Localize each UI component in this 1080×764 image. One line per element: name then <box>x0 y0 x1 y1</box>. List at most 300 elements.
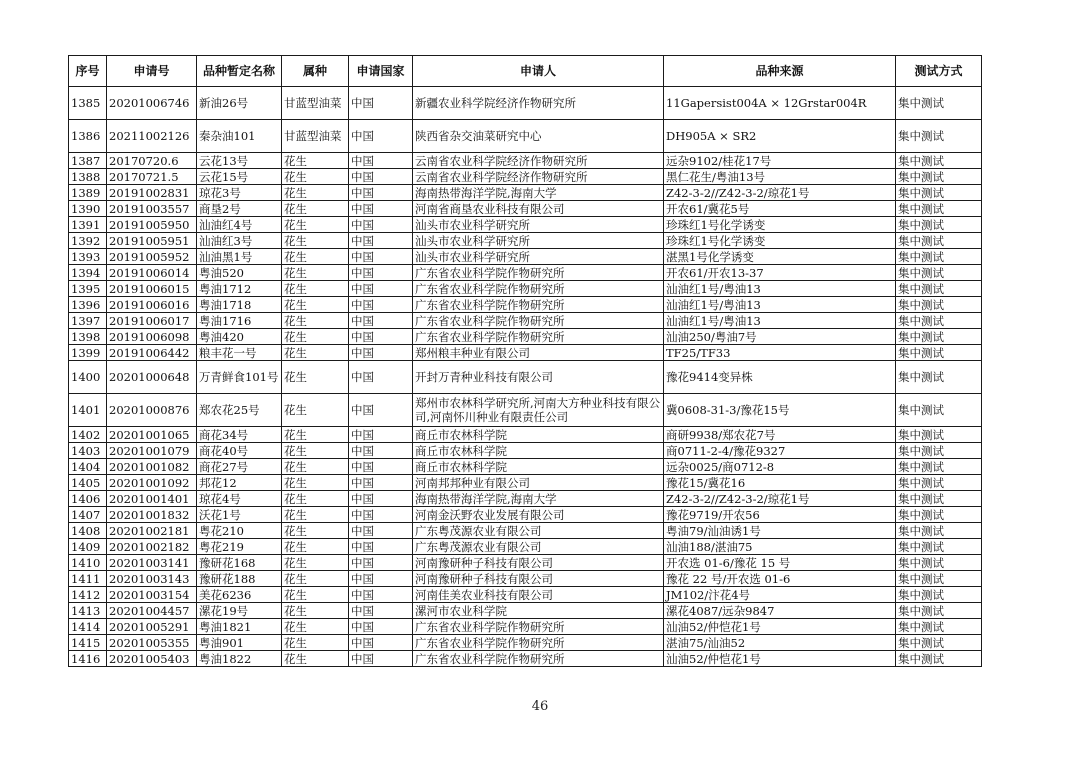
cell-application-no: 20191006442 <box>107 345 197 361</box>
cell-variety-source: 开农选 01-6/豫花 15 号 <box>664 555 896 571</box>
cell-variety-source: 豫花 22 号/开农选 01-6 <box>664 571 896 587</box>
cell-genus-species: 花生 <box>282 345 349 361</box>
cell-variety-source: 汕油52/仲恺花1号 <box>664 619 896 635</box>
cell-applicant: 开封万青种业科技有限公司 <box>413 361 664 394</box>
cell-seq-no: 1399 <box>69 345 107 361</box>
cell-genus-species: 甘蓝型油菜 <box>282 120 349 153</box>
cell-application-no: 20201001079 <box>107 443 197 459</box>
cell-country: 中国 <box>349 394 413 427</box>
table-row <box>69 233 982 249</box>
cell-variety-name: 粤油1822 <box>197 651 282 667</box>
cell-variety-source: 商0711-2-4/豫花9327 <box>664 443 896 459</box>
table-row <box>69 169 982 185</box>
cell-country: 中国 <box>349 281 413 297</box>
cell-country: 中国 <box>349 427 413 443</box>
cell-application-no: 20191002831 <box>107 185 197 201</box>
cell-genus-species: 花生 <box>282 201 349 217</box>
cell-variety-name: 粤油1718 <box>197 297 282 313</box>
cell-genus-species: 花生 <box>282 507 349 523</box>
cell-seq-no: 1391 <box>69 217 107 233</box>
cell-seq-no: 1389 <box>69 185 107 201</box>
cell-application-no: 20191003557 <box>107 201 197 217</box>
cell-country: 中国 <box>349 361 413 394</box>
cell-variety-source: 冀0608-31-3/豫花15号 <box>664 394 896 427</box>
cell-genus-species: 花生 <box>282 635 349 651</box>
cell-country: 中国 <box>349 459 413 475</box>
header-test-method: 测试方式 <box>896 56 982 87</box>
cell-test-method: 集中测试 <box>896 281 982 297</box>
cell-test-method: 集中测试 <box>896 169 982 185</box>
cell-applicant: 郑州市农林科学研究所,河南大方种业科技有限公司,河南怀川种业有限责任公司 <box>413 394 664 427</box>
cell-application-no: 20201006746 <box>107 87 197 120</box>
cell-seq-no: 1411 <box>69 571 107 587</box>
table-row <box>69 217 982 233</box>
cell-variety-source: 开农61/冀花5号 <box>664 201 896 217</box>
cell-variety-name: 商花40号 <box>197 443 282 459</box>
cell-test-method: 集中测试 <box>896 249 982 265</box>
table-row <box>69 265 982 281</box>
cell-application-no: 20191006014 <box>107 265 197 281</box>
cell-variety-name: 商花34号 <box>197 427 282 443</box>
cell-applicant: 海南热带海洋学院,海南大学 <box>413 491 664 507</box>
cell-test-method: 集中测试 <box>896 297 982 313</box>
cell-variety-source: 豫花15/冀花16 <box>664 475 896 491</box>
cell-genus-species: 花生 <box>282 297 349 313</box>
cell-seq-no: 1394 <box>69 265 107 281</box>
cell-seq-no: 1409 <box>69 539 107 555</box>
cell-seq-no: 1385 <box>69 87 107 120</box>
cell-applicant: 河南豫研种子科技有限公司 <box>413 571 664 587</box>
cell-variety-name: 粤油901 <box>197 635 282 651</box>
table-row <box>69 459 982 475</box>
cell-applicant: 陕西省杂交油菜研究中心 <box>413 120 664 153</box>
cell-genus-species: 花生 <box>282 281 349 297</box>
cell-application-no: 20201005291 <box>107 619 197 635</box>
table-row <box>69 201 982 217</box>
cell-application-no: 20191006015 <box>107 281 197 297</box>
cell-application-no: 20170720.6 <box>107 153 197 169</box>
cell-variety-source: 豫花9414变异株 <box>664 361 896 394</box>
cell-application-no: 20191006017 <box>107 313 197 329</box>
cell-variety-source: 湛油75/汕油52 <box>664 635 896 651</box>
cell-application-no: 20191005950 <box>107 217 197 233</box>
cell-country: 中国 <box>349 201 413 217</box>
table-row <box>69 587 982 603</box>
cell-applicant: 新疆农业科学院经济作物研究所 <box>413 87 664 120</box>
cell-application-no: 20201005355 <box>107 635 197 651</box>
table-row <box>69 249 982 265</box>
cell-variety-name: 汕油红3号 <box>197 233 282 249</box>
cell-variety-name: 汕油红4号 <box>197 217 282 233</box>
cell-country: 中国 <box>349 169 413 185</box>
cell-application-no: 20211002126 <box>107 120 197 153</box>
header-variety-name: 品种暂定名称 <box>197 56 282 87</box>
cell-test-method: 集中测试 <box>896 185 982 201</box>
cell-variety-source: 开农61/开农13-37 <box>664 265 896 281</box>
cell-seq-no: 1397 <box>69 313 107 329</box>
cell-genus-species: 甘蓝型油菜 <box>282 87 349 120</box>
table-row <box>69 603 982 619</box>
cell-test-method: 集中测试 <box>896 459 982 475</box>
cell-application-no: 20191006098 <box>107 329 197 345</box>
cell-application-no: 20201001401 <box>107 491 197 507</box>
cell-applicant: 汕头市农业科学研究所 <box>413 233 664 249</box>
cell-applicant: 河南邦邦种业有限公司 <box>413 475 664 491</box>
table-body <box>69 87 982 667</box>
cell-country: 中国 <box>349 217 413 233</box>
cell-country: 中国 <box>349 313 413 329</box>
cell-seq-no: 1416 <box>69 651 107 667</box>
cell-country: 中国 <box>349 87 413 120</box>
cell-variety-source: 汕油红1号/粤油13 <box>664 297 896 313</box>
cell-application-no: 20201002182 <box>107 539 197 555</box>
cell-variety-source: 珍珠红1号化学诱变 <box>664 217 896 233</box>
cell-genus-species: 花生 <box>282 555 349 571</box>
cell-variety-name: 粮丰花一号 <box>197 345 282 361</box>
cell-application-no: 20191005952 <box>107 249 197 265</box>
cell-application-no: 20191006016 <box>107 297 197 313</box>
cell-variety-source: 汕油188/湛油75 <box>664 539 896 555</box>
cell-variety-source: 汕油52/仲恺花1号 <box>664 651 896 667</box>
header-seq-no: 序号 <box>69 56 107 87</box>
cell-genus-species: 花生 <box>282 619 349 635</box>
cell-variety-name: 邦花12 <box>197 475 282 491</box>
cell-variety-source: Z42-3-2//Z42-3-2/琼花1号 <box>664 185 896 201</box>
cell-variety-name: 新油26号 <box>197 87 282 120</box>
cell-applicant: 海南热带海洋学院,海南大学 <box>413 185 664 201</box>
cell-genus-species: 花生 <box>282 169 349 185</box>
cell-seq-no: 1392 <box>69 233 107 249</box>
cell-variety-name: 粤油420 <box>197 329 282 345</box>
cell-variety-name: 漯花19号 <box>197 603 282 619</box>
cell-seq-no: 1396 <box>69 297 107 313</box>
cell-seq-no: 1410 <box>69 555 107 571</box>
cell-country: 中国 <box>349 619 413 635</box>
cell-applicant: 广东省农业科学院作物研究所 <box>413 313 664 329</box>
cell-applicant: 云南省农业科学院经济作物研究所 <box>413 153 664 169</box>
cell-genus-species: 花生 <box>282 459 349 475</box>
cell-genus-species: 花生 <box>282 587 349 603</box>
cell-genus-species: 花生 <box>282 329 349 345</box>
cell-test-method: 集中测试 <box>896 539 982 555</box>
cell-application-no: 20201001092 <box>107 475 197 491</box>
cell-test-method: 集中测试 <box>896 313 982 329</box>
cell-seq-no: 1403 <box>69 443 107 459</box>
cell-applicant: 广东省农业科学院作物研究所 <box>413 281 664 297</box>
cell-variety-source: 黑仁花生/粤油13号 <box>664 169 896 185</box>
cell-applicant: 商丘市农林科学院 <box>413 443 664 459</box>
cell-seq-no: 1407 <box>69 507 107 523</box>
table-row <box>69 313 982 329</box>
table-row <box>69 394 982 427</box>
cell-country: 中国 <box>349 603 413 619</box>
cell-variety-source: 漯花4087/远杂9847 <box>664 603 896 619</box>
cell-variety-source: 珍珠红1号化学诱变 <box>664 233 896 249</box>
cell-variety-source: 远杂0025/商0712-8 <box>664 459 896 475</box>
cell-country: 中国 <box>349 249 413 265</box>
cell-genus-species: 花生 <box>282 153 349 169</box>
cell-variety-source: TF25/TF33 <box>664 345 896 361</box>
cell-variety-name: 美花6236 <box>197 587 282 603</box>
cell-test-method: 集中测试 <box>896 603 982 619</box>
cell-test-method: 集中测试 <box>896 361 982 394</box>
cell-genus-species: 花生 <box>282 491 349 507</box>
cell-genus-species: 花生 <box>282 217 349 233</box>
page-number: 46 <box>531 699 549 714</box>
cell-variety-source: 汕油红1号/粤油13 <box>664 281 896 297</box>
cell-seq-no: 1386 <box>69 120 107 153</box>
cell-genus-species: 花生 <box>282 539 349 555</box>
cell-applicant: 广东粤茂源农业有限公司 <box>413 523 664 539</box>
cell-seq-no: 1393 <box>69 249 107 265</box>
cell-application-no: 20201003141 <box>107 555 197 571</box>
cell-test-method: 集中测试 <box>896 233 982 249</box>
cell-seq-no: 1408 <box>69 523 107 539</box>
cell-application-no: 20201000876 <box>107 394 197 427</box>
cell-application-no: 20201001832 <box>107 507 197 523</box>
cell-test-method: 集中测试 <box>896 571 982 587</box>
cell-test-method: 集中测试 <box>896 153 982 169</box>
table-row <box>69 571 982 587</box>
cell-genus-species: 花生 <box>282 571 349 587</box>
cell-country: 中国 <box>349 491 413 507</box>
cell-seq-no: 1405 <box>69 475 107 491</box>
cell-variety-name: 汕油黑1号 <box>197 249 282 265</box>
cell-applicant: 云南省农业科学院经济作物研究所 <box>413 169 664 185</box>
cell-test-method: 集中测试 <box>896 329 982 345</box>
cell-variety-name: 云花15号 <box>197 169 282 185</box>
cell-application-no: 20201005403 <box>107 651 197 667</box>
cell-seq-no: 1390 <box>69 201 107 217</box>
cell-variety-name: 豫研花168 <box>197 555 282 571</box>
header-application-no: 申请号 <box>107 56 197 87</box>
cell-variety-source: 汕油250/粤油7号 <box>664 329 896 345</box>
cell-variety-name: 粤油1716 <box>197 313 282 329</box>
cell-country: 中国 <box>349 475 413 491</box>
cell-applicant: 商丘市农林科学院 <box>413 459 664 475</box>
cell-seq-no: 1387 <box>69 153 107 169</box>
cell-genus-species: 花生 <box>282 443 349 459</box>
cell-test-method: 集中测试 <box>896 265 982 281</box>
cell-country: 中国 <box>349 185 413 201</box>
header-country: 申请国家 <box>349 56 413 87</box>
cell-variety-name: 琼花3号 <box>197 185 282 201</box>
cell-applicant: 郑州粮丰种业有限公司 <box>413 345 664 361</box>
cell-variety-name: 云花13号 <box>197 153 282 169</box>
cell-variety-name: 郑农花25号 <box>197 394 282 427</box>
cell-test-method: 集中测试 <box>896 619 982 635</box>
cell-application-no: 20170721.5 <box>107 169 197 185</box>
cell-variety-name: 粤油520 <box>197 265 282 281</box>
cell-country: 中国 <box>349 507 413 523</box>
table-row <box>69 539 982 555</box>
cell-country: 中国 <box>349 523 413 539</box>
header-genus-species: 属种 <box>282 56 349 87</box>
table-row <box>69 555 982 571</box>
cell-country: 中国 <box>349 329 413 345</box>
cell-country: 中国 <box>349 539 413 555</box>
cell-genus-species: 花生 <box>282 523 349 539</box>
cell-application-no: 20201004457 <box>107 603 197 619</box>
cell-test-method: 集中测试 <box>896 120 982 153</box>
cell-seq-no: 1406 <box>69 491 107 507</box>
cell-applicant: 汕头市农业科学研究所 <box>413 217 664 233</box>
cell-variety-name: 秦杂油101 <box>197 120 282 153</box>
cell-variety-name: 琼花4号 <box>197 491 282 507</box>
cell-country: 中国 <box>349 571 413 587</box>
cell-genus-species: 花生 <box>282 361 349 394</box>
table-row <box>69 87 982 120</box>
header-variety-source: 品种来源 <box>664 56 896 87</box>
table-row <box>69 651 982 667</box>
cell-applicant: 广东省农业科学院作物研究所 <box>413 619 664 635</box>
cell-application-no: 20201001065 <box>107 427 197 443</box>
cell-applicant: 河南金沃野农业发展有限公司 <box>413 507 664 523</box>
cell-test-method: 集中测试 <box>896 201 982 217</box>
table-row <box>69 329 982 345</box>
cell-test-method: 集中测试 <box>896 475 982 491</box>
cell-genus-species: 花生 <box>282 249 349 265</box>
cell-test-method: 集中测试 <box>896 443 982 459</box>
cell-applicant: 广东省农业科学院作物研究所 <box>413 651 664 667</box>
cell-country: 中国 <box>349 555 413 571</box>
cell-applicant: 广东省农业科学院作物研究所 <box>413 635 664 651</box>
cell-variety-source: DH905A × SR2 <box>664 120 896 153</box>
table-row <box>69 297 982 313</box>
cell-applicant: 广东省农业科学院作物研究所 <box>413 329 664 345</box>
cell-test-method: 集中测试 <box>896 345 982 361</box>
cell-application-no: 20201003154 <box>107 587 197 603</box>
table-row <box>69 427 982 443</box>
cell-test-method: 集中测试 <box>896 555 982 571</box>
cell-applicant: 汕头市农业科学研究所 <box>413 249 664 265</box>
cell-variety-name: 粤油1712 <box>197 281 282 297</box>
cell-seq-no: 1401 <box>69 394 107 427</box>
cell-genus-species: 花生 <box>282 603 349 619</box>
cell-application-no: 20201003143 <box>107 571 197 587</box>
cell-applicant: 漯河市农业科学院 <box>413 603 664 619</box>
cell-country: 中国 <box>349 233 413 249</box>
cell-test-method: 集中测试 <box>896 507 982 523</box>
cell-seq-no: 1404 <box>69 459 107 475</box>
cell-variety-source: JM102/汴花4号 <box>664 587 896 603</box>
cell-genus-species: 花生 <box>282 394 349 427</box>
cell-country: 中国 <box>349 587 413 603</box>
cell-applicant: 河南省商垦农业科技有限公司 <box>413 201 664 217</box>
cell-variety-name: 粤花210 <box>197 523 282 539</box>
cell-seq-no: 1412 <box>69 587 107 603</box>
cell-variety-name: 沃花1号 <box>197 507 282 523</box>
cell-country: 中国 <box>349 153 413 169</box>
cell-application-no: 20191005951 <box>107 233 197 249</box>
table-row <box>69 185 982 201</box>
cell-seq-no: 1402 <box>69 427 107 443</box>
cell-genus-species: 花生 <box>282 233 349 249</box>
cell-variety-source: 豫花9719/开农56 <box>664 507 896 523</box>
cell-variety-source: 汕油红1号/粤油13 <box>664 313 896 329</box>
cell-test-method: 集中测试 <box>896 523 982 539</box>
cell-applicant: 广东粤茂源农业有限公司 <box>413 539 664 555</box>
cell-seq-no: 1415 <box>69 635 107 651</box>
cell-genus-species: 花生 <box>282 265 349 281</box>
cell-seq-no: 1400 <box>69 361 107 394</box>
table-row <box>69 491 982 507</box>
cell-variety-source: 湛黑1号化学诱变 <box>664 249 896 265</box>
cell-applicant: 广东省农业科学院作物研究所 <box>413 265 664 281</box>
cell-seq-no: 1388 <box>69 169 107 185</box>
table-header-row <box>69 56 982 87</box>
cell-seq-no: 1398 <box>69 329 107 345</box>
table-row <box>69 120 982 153</box>
cell-seq-no: 1414 <box>69 619 107 635</box>
cell-variety-name: 粤油1821 <box>197 619 282 635</box>
table-row <box>69 345 982 361</box>
cell-country: 中国 <box>349 297 413 313</box>
table-row <box>69 475 982 491</box>
cell-country: 中国 <box>349 635 413 651</box>
cell-genus-species: 花生 <box>282 651 349 667</box>
table-row <box>69 361 982 394</box>
cell-application-no: 20201000648 <box>107 361 197 394</box>
cell-variety-source: Z42-3-2//Z42-3-2/琼花1号 <box>664 491 896 507</box>
cell-country: 中国 <box>349 265 413 281</box>
cell-test-method: 集中测试 <box>896 491 982 507</box>
table-row <box>69 619 982 635</box>
cell-variety-name: 万青鲜食101号 <box>197 361 282 394</box>
cell-test-method: 集中测试 <box>896 635 982 651</box>
cell-test-method: 集中测试 <box>896 87 982 120</box>
cell-country: 中国 <box>349 443 413 459</box>
cell-seq-no: 1395 <box>69 281 107 297</box>
cell-genus-species: 花生 <box>282 313 349 329</box>
cell-test-method: 集中测试 <box>896 587 982 603</box>
table-row <box>69 507 982 523</box>
table-row <box>69 523 982 539</box>
cell-applicant: 广东省农业科学院作物研究所 <box>413 297 664 313</box>
cell-genus-species: 花生 <box>282 475 349 491</box>
cell-test-method: 集中测试 <box>896 427 982 443</box>
cell-variety-name: 商垦2号 <box>197 201 282 217</box>
cell-country: 中国 <box>349 120 413 153</box>
cell-applicant: 河南佳美农业科技有限公司 <box>413 587 664 603</box>
cell-applicant: 河南豫研种子科技有限公司 <box>413 555 664 571</box>
variety-registration-table <box>68 55 982 667</box>
cell-application-no: 20201002181 <box>107 523 197 539</box>
table-row <box>69 635 982 651</box>
cell-variety-name: 商花27号 <box>197 459 282 475</box>
cell-test-method: 集中测试 <box>896 651 982 667</box>
table-row <box>69 281 982 297</box>
cell-seq-no: 1413 <box>69 603 107 619</box>
cell-variety-source: 粤油79/汕油诱1号 <box>664 523 896 539</box>
cell-country: 中国 <box>349 651 413 667</box>
cell-variety-name: 粤花219 <box>197 539 282 555</box>
cell-country: 中国 <box>349 345 413 361</box>
cell-applicant: 商丘市农林科学院 <box>413 427 664 443</box>
cell-genus-species: 花生 <box>282 185 349 201</box>
header-applicant: 申请人 <box>413 56 664 87</box>
cell-variety-source: 远杂9102/桂花17号 <box>664 153 896 169</box>
cell-test-method: 集中测试 <box>896 217 982 233</box>
cell-variety-source: 商研9938/郑农花7号 <box>664 427 896 443</box>
cell-variety-source: 11Gapersist004A × 12Grstar004R <box>664 87 896 120</box>
cell-genus-species: 花生 <box>282 427 349 443</box>
cell-application-no: 20201001082 <box>107 459 197 475</box>
cell-test-method: 集中测试 <box>896 394 982 427</box>
cell-variety-name: 豫研花188 <box>197 571 282 587</box>
table-row <box>69 153 982 169</box>
table-row <box>69 443 982 459</box>
